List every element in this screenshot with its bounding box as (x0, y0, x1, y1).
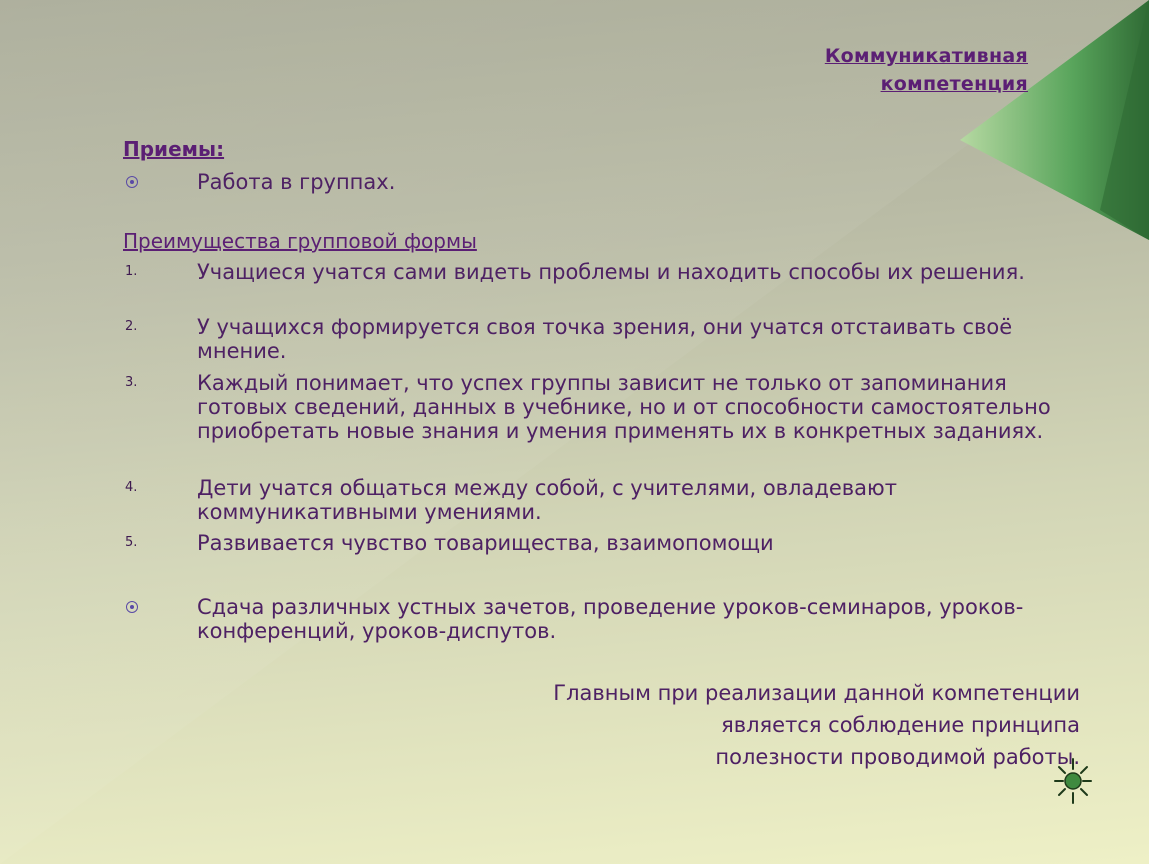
list-text: Дети учатся общаться между собой, с учителями, овладевают коммуникативными умениями. (197, 476, 897, 524)
section-heading: Приемы: (123, 137, 225, 161)
list-number: 1. (125, 264, 138, 279)
radio-bullet-icon (126, 176, 138, 188)
list-number: 5. (125, 535, 138, 550)
title-line-2: компетенция (880, 73, 1028, 95)
list-text: Каждый понимает, что успех группы зависит не только от запоминания готовых сведений, данных в учебнике, но и от способности самостоятельно приобретать новые знания и умения применять их в конкретных заданиях. (197, 371, 1051, 443)
list-text: Развивается чувство товарищества, взаимопомощи (197, 531, 774, 555)
conclusion-text (553, 677, 1080, 773)
subheading: Преимущества групповой формы (123, 229, 477, 253)
conclusion-line-1: Главным при реализации данной компетенции (553, 681, 1080, 705)
title-line-1: Коммуникативная (824, 45, 1028, 67)
bullet-text: Сдача различных устных зачетов, проведение уроков-семинаров, уроков-конференций, уроков-диспутов. (197, 595, 1024, 643)
list-text: У учащихся формируется своя точка зрения, они учатся отстаивать своё мнение. (197, 315, 1013, 363)
bullet-text: Работа в группах. (197, 170, 396, 194)
slide-title[interactable] (825, 42, 1028, 98)
list-number: 4. (125, 480, 138, 495)
list-number: 3. (125, 375, 138, 390)
conclusion-line-3: полезности проводимой работы. (715, 745, 1080, 769)
radio-bullet-icon (126, 601, 138, 613)
list-text: Учащиеся учатся сами видеть проблемы и находить способы их решения. (197, 260, 1025, 284)
sun-icon[interactable] (1053, 757, 1093, 805)
conclusion-line-2: является соблюдение принципа (721, 713, 1080, 737)
list-number: 2. (125, 319, 138, 334)
